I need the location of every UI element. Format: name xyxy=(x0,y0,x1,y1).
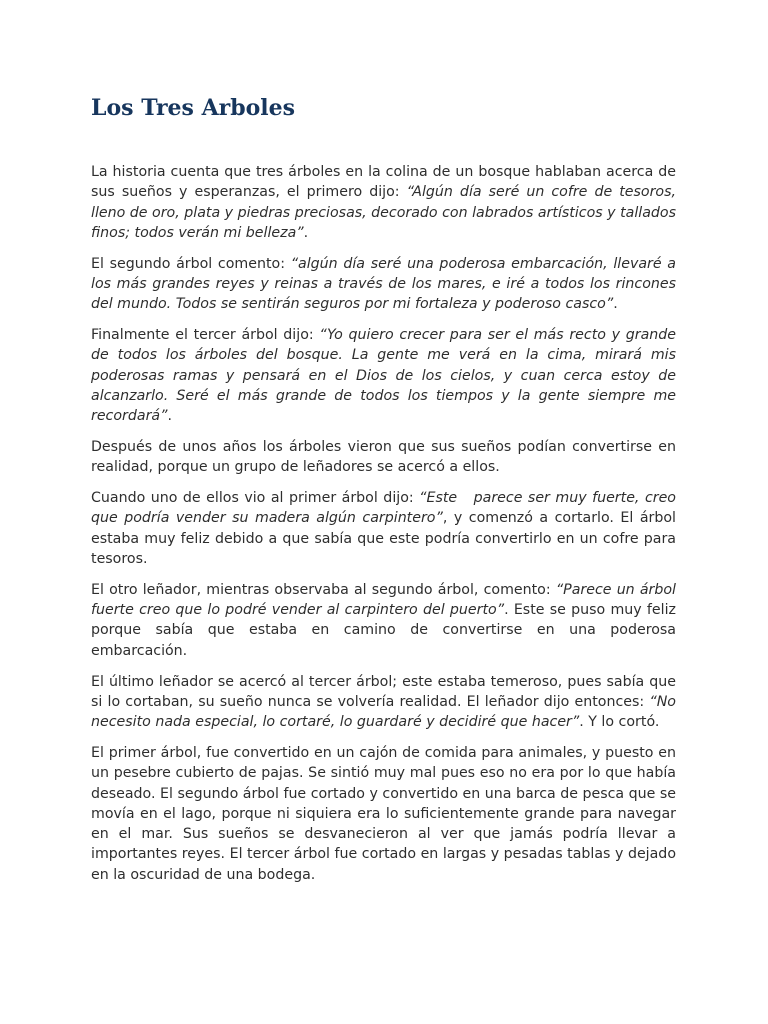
paragraph-text: . xyxy=(167,408,172,425)
quoted-speech: “algún día seré una poderosa embarcación, llevaré a los más grandes reyes y reinas a través de los mares, e iré a todos los rincones del mundo. Todos se sentirán seguros por mi fortaleza y poderoso casco” xyxy=(91,255,681,313)
document-title: Los Tres Arboles xyxy=(91,95,296,121)
paragraph-text: . Y lo cortó. xyxy=(579,714,660,731)
paragraph-text: . xyxy=(613,296,618,313)
document-page xyxy=(91,92,681,896)
quoted-speech: “Este parece ser muy fuerte, creo que podría vender su madera algún carpintero” xyxy=(91,490,681,527)
quoted-speech: “Parece un árbol fuerte creo que lo podré vender al carpintero del puerto” xyxy=(91,581,681,619)
paragraph xyxy=(91,325,681,426)
paragraph-text: Cuando uno de ellos vio al primer árbol dijo: xyxy=(91,490,420,507)
paragraph xyxy=(91,488,681,569)
paragraph-text: La historia cuenta que tres árboles en la colina de un bosque hablaban acerca de sus sueños y esperanzas, el primero dijo: xyxy=(91,164,681,201)
paragraph xyxy=(91,254,681,315)
paragraph-text: , y comenzó a cortarlo. El árbol estaba muy feliz debido a que sabía que este podría convertirlo en un cofre para tesoros. xyxy=(91,510,681,568)
paragraph-text: El segundo árbol comento: xyxy=(91,255,291,272)
quoted-speech: “No necesito nada especial, lo cortaré, lo guardaré y decidiré que hacer” xyxy=(91,693,681,731)
paragraph xyxy=(91,743,681,885)
paragraph-text: El último leñador se acercó al tercer árbol; este estaba temeroso, pues sabía que si lo cortaban, su sueño nunca se volvería realidad. El leñador dijo entonces: xyxy=(91,673,681,710)
paragraph-text: Después de unos años los árboles vieron que sus sueños podían convertirse en realidad, porque un grupo de leñadores se acercó a ellos. xyxy=(91,439,681,476)
quoted-speech: “Algún día seré un cofre de tesoros, lleno de oro, plata y piedras preciosas, decorado con labrados artísticos y tallados finos; todos verán mi belleza” xyxy=(91,184,681,241)
paragraph-text: Finalmente el tercer árbol dijo: xyxy=(91,327,320,344)
paragraph xyxy=(91,580,681,661)
paragraph xyxy=(91,437,681,478)
paragraph-text: El primer árbol, fue convertido en un cajón de comida para animales, y puesto en un pesebre cubierto de pajas. Se sintió muy mal pues eso no era por lo que había deseado. El segundo árbol fue cortado y convertido en una barca de pesca que se movía en el lago, porque ni siquiera era lo suficientemente grande para navegar en el mar. Sus sueños se desvanecieron al ver que jamás podría llevar a importantes reyes. El tercer árbol fue cortado en largas y pesadas tablas y dejado en la oscuridad de una bodega. xyxy=(91,744,681,883)
document-body xyxy=(91,162,681,885)
paragraph-text: . Este se puso muy feliz porque sabía que estaba en camino de convertirse en una poderosa embarcación. xyxy=(91,602,681,659)
paragraph xyxy=(91,672,681,733)
paragraph-text: El otro leñador, mientras observaba al segundo árbol, comento: xyxy=(91,581,556,598)
paragraph xyxy=(91,162,681,243)
quoted-speech: “Yo quiero crecer para ser el más recto y grande de todos los árboles del bosque. La gente me verá en la cima, mirará mis poderosas ramas y pensará en el Dios de los cielos, y cuan cerca estoy de alcanzarlo. Seré el más grande de todos los tiempos y la gente siempre me recordará” xyxy=(91,327,681,425)
paragraph-text: . xyxy=(303,224,309,241)
